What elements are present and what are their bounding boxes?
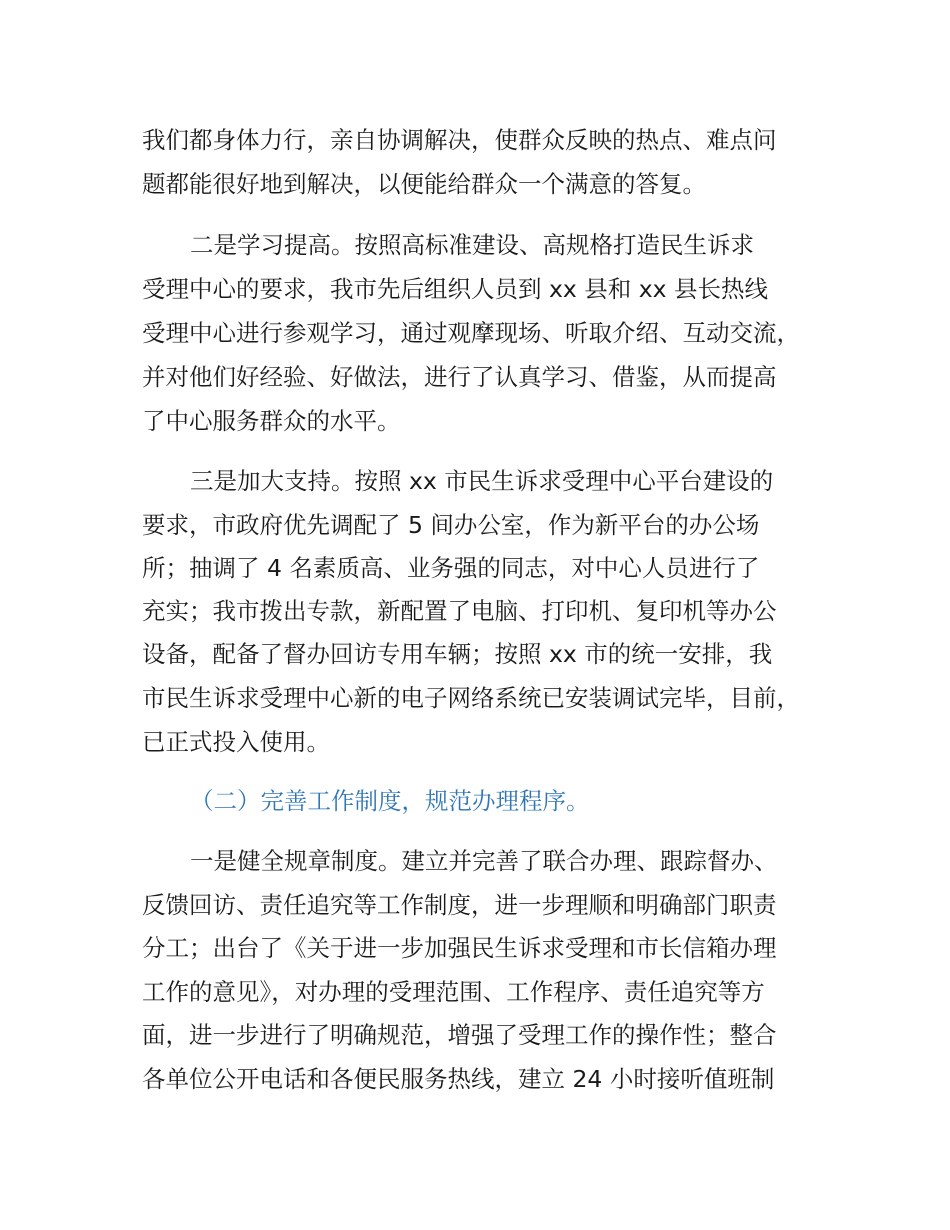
section-heading: （二）完善工作制度，规范办理程序。 [190, 787, 590, 815]
paragraph-line: 所；抽调了 4 名素质高、业务强的同志，对中心人员进行了 [142, 554, 760, 582]
paragraph-line: 各单位公开电话和各便民服务热线，建立 24 小时接听值班制 [142, 1065, 775, 1093]
paragraph-line: 我们都身体力行，亲自协调解决，使群众反映的热点、难点问 [142, 126, 777, 154]
paragraph-line: 了中心服务群众的水平。 [142, 407, 401, 435]
paragraph-line: 要求，市政府优先调配了 5 间办公室，作为新平台的办公场 [142, 511, 760, 539]
paragraph-line: 并对他们好经验、好做法，进行了认真学习、借鉴，从而提高 [142, 363, 777, 391]
paragraph-line: 设备，配备了督办回访专用车辆；按照 xx 市的统一安排，我 [142, 640, 773, 668]
paragraph-line: 二是学习提高。按照高标准建设、高规格打造民生诉求 [190, 231, 754, 259]
paragraph-line: 充实；我市拨出专款，新配置了电脑、打印机、复印机等办公 [142, 597, 777, 625]
paragraph-line: 受理中心进行参观学习，通过观摩现场、听取介绍、互动交流， [142, 319, 800, 347]
paragraph-line: 反馈回访、责任追究等工作制度，进一步理顺和明确部门职责 [142, 891, 777, 919]
paragraph-line: 市民生诉求受理中心新的电子网络系统已安装调试完毕，目前， [142, 684, 800, 712]
paragraph-line: 三是加大支持。按照 xx 市民生诉求受理中心平台建设的 [190, 467, 774, 495]
paragraph-line: 面，进一步进行了明确规范，增强了受理工作的操作性；整合 [142, 1021, 777, 1049]
paragraph-line: 分工；出台了《关于进一步加强民生诉求受理和市长信箱办理 [142, 934, 777, 962]
paragraph-line: 工作的意见》，对办理的受理范围、工作程序、责任追究等方 [142, 978, 765, 1006]
paragraph-line: 已正式投入使用。 [142, 728, 330, 756]
paragraph-line: 一是健全规章制度。建立并完善了联合办理、跟踪督办、 [190, 847, 778, 875]
paragraph-line: 题都能很好地到解决，以便能给群众一个满意的答复。 [142, 170, 706, 198]
paragraph-line: 受理中心的要求，我市先后组织人员到 xx 县和 xx 县长热线 [142, 275, 769, 303]
